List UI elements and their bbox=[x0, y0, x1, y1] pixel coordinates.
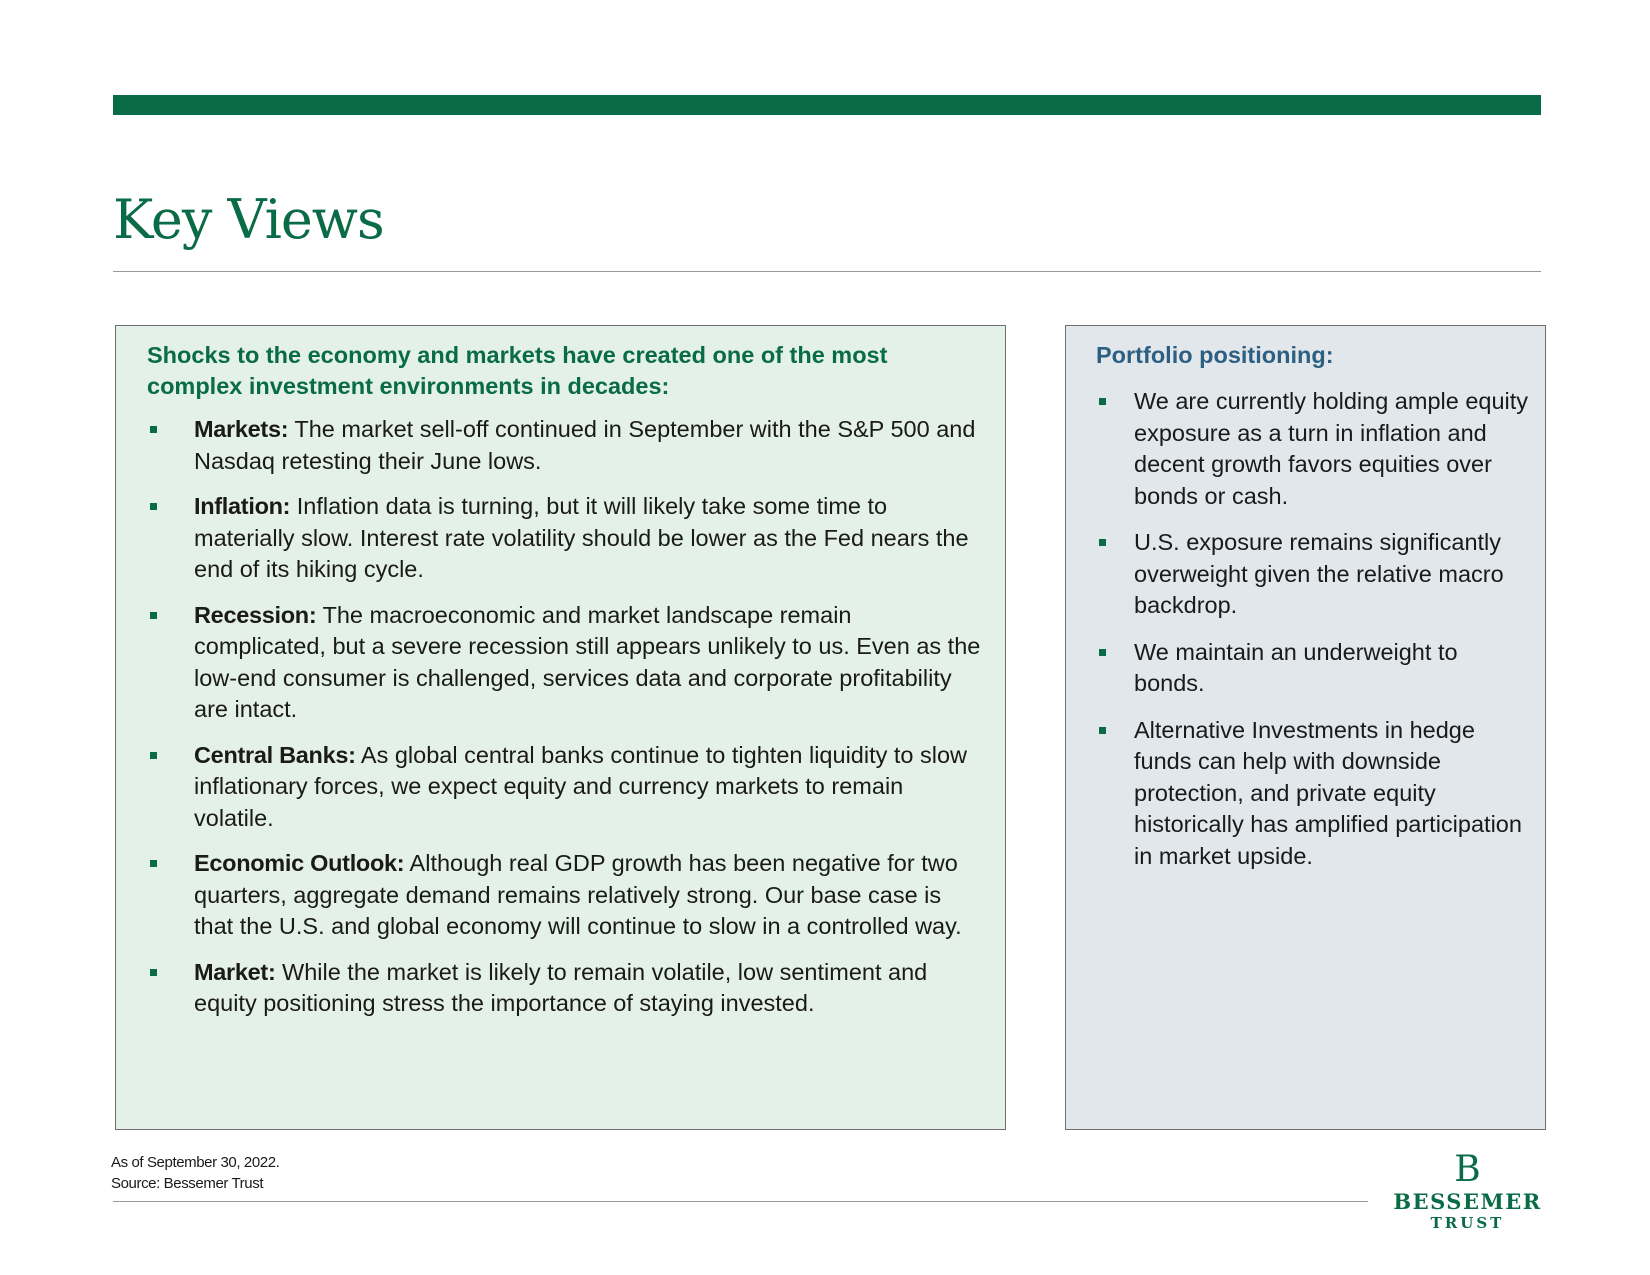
bullet-text: The macroeconomic and market landscape remain complicated, but a severe recession still appears unlikely to us. Even as the low-end consumer is challenged, services data and corporate profitability are intact. bbox=[194, 601, 981, 722]
bullet-term: Inflation: bbox=[194, 493, 291, 519]
bullet-square-icon bbox=[150, 503, 157, 510]
bullet-square-icon bbox=[150, 752, 157, 759]
bullet-square-icon bbox=[1099, 539, 1106, 546]
list-item bbox=[1096, 637, 1531, 700]
bullet-term: Economic Outlook: bbox=[194, 850, 405, 876]
logo-b-mark: B bbox=[1454, 1149, 1481, 1190]
bullet-square-icon bbox=[1099, 727, 1106, 734]
source-note: Source: Bessemer Trust bbox=[111, 1175, 264, 1192]
bullet-square-icon bbox=[150, 612, 157, 619]
bullet-term: Markets: bbox=[194, 416, 289, 442]
as-of-date: As of September 30, 2022. bbox=[111, 1154, 280, 1171]
bullet-text: Although real GDP growth has been negative for two quarters, aggregate demand remains relatively strong. Our base case is that the U.S. and global economy will continue to slow in a controlled way. bbox=[194, 850, 962, 939]
bullet-term: Central Banks: bbox=[194, 741, 356, 768]
logo-name: BESSEMER bbox=[1393, 1189, 1542, 1214]
list-item bbox=[147, 491, 985, 586]
key-views-list bbox=[147, 414, 985, 1020]
bullet-term: Market: bbox=[194, 958, 276, 985]
list-item bbox=[1096, 527, 1531, 622]
list-item bbox=[147, 740, 985, 835]
bullet-square-icon bbox=[150, 969, 157, 976]
bullet-text: As global central banks continue to tighten liquidity to slow inflationary forces, we expect equity and currency markets to remain volatile. bbox=[194, 741, 968, 831]
page-title: Key Views bbox=[113, 188, 384, 251]
bullet-text: While the market is likely to remain volatile, low sentiment and equity positioning stress the importance of staying invested. bbox=[194, 958, 928, 1016]
portfolio-positioning-panel bbox=[1065, 325, 1546, 1130]
footer-divider bbox=[113, 1201, 1368, 1202]
bullet-square-icon bbox=[150, 860, 157, 867]
bullet-text: We are currently holding ample equity exposure as a turn in inflation and decent growth favors equities over bonds or cash. bbox=[1134, 388, 1529, 509]
logo-subtitle: TRUST bbox=[1430, 1214, 1505, 1232]
list-item bbox=[1096, 386, 1531, 512]
bessemer-trust-logo bbox=[1390, 1150, 1545, 1232]
portfolio-positioning-list bbox=[1096, 386, 1531, 872]
bullet-text: The market sell-off continued in September with the S&P 500 and Nasdaq retesting their June lows. bbox=[194, 416, 976, 474]
key-views-panel bbox=[115, 325, 1006, 1130]
header-accent-bar bbox=[113, 95, 1541, 115]
bullet-text: U.S. exposure remains significantly overweight given the relative macro backdrop. bbox=[1134, 529, 1504, 618]
title-divider bbox=[113, 271, 1541, 272]
bullet-text: Inflation data is turning, but it will likely take some time to materially slow. Interest rate volatility should be lower as the Fed nears the end of its hiking cycle. bbox=[194, 493, 969, 582]
footnote bbox=[111, 1152, 279, 1194]
list-item bbox=[147, 414, 985, 477]
bullet-term: Recession: bbox=[194, 601, 317, 628]
portfolio-positioning-heading: Portfolio positioning: bbox=[1096, 342, 1334, 368]
list-item bbox=[147, 600, 985, 726]
list-item bbox=[147, 957, 985, 1020]
list-item bbox=[147, 848, 985, 943]
bullet-square-icon bbox=[1099, 398, 1106, 405]
bullet-text: We maintain an underweight to bonds. bbox=[1134, 638, 1458, 696]
key-views-heading: Shocks to the economy and markets have created one of the most complex investment environments in decades: bbox=[147, 342, 888, 399]
bullet-square-icon bbox=[150, 426, 157, 433]
bullet-text: Alternative Investments in hedge funds can help with downside protection, and private equity historically has amplified participation in market upside. bbox=[1134, 716, 1522, 869]
list-item bbox=[1096, 715, 1531, 873]
bullet-square-icon bbox=[1099, 649, 1106, 656]
